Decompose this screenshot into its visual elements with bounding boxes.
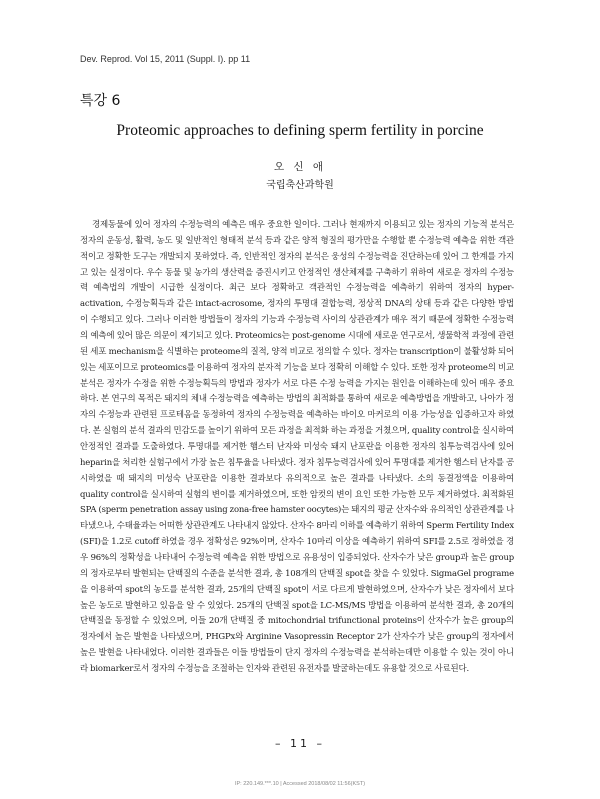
paper-title: Proteomic approaches to defining sperm fertility in porcine: [116, 122, 484, 139]
access-note: IP: 220.149.***.10 | Accessed 2018/08/02 11:56(KST): [234, 781, 366, 787]
journal-citation: Dev. Reprod. Vol 15, 2011 (Suppl. I). pp 11: [80, 54, 251, 64]
author-name: 오 신 애: [273, 161, 327, 173]
author-affiliation: 국립축산과학원: [266, 180, 334, 191]
section-label: 특강 6: [80, 93, 121, 109]
page-number: – 11 –: [275, 737, 325, 750]
abstract-body: 경제동물에 있어 정자의 수정능력의 예측은 매우 중요한 일이다. 그러나 현재까지 이용되고 있는 정자의 기능적 분석은 정자의 운동성, 활력, 농도 및 일반적인 형태적 분석 등과 같은 양적 형질의 평가만을 수행할 뿐 수정능력 예측을 위한 객관적이고 정확한 도구는 개발되지 못하였다. 즉, 인반적인 정자의 분석은 웅성의 수정능력을 진단하는데 있어 그 한계를 가지고 있는 실정이다. 우수 동물 및 농가의 생산력을 증진시키고 안정적인 생산체제를 구축하기 위하여 새로운 정자의 수정능력 예측법의 개발이 시급한 실정이다. 최근 보다 정확하고 객관적인 수정능력을 예측하기 위하여 정자의 hyper-activation, 수정능획득과 같은 intact-acrosome, 정자의 투명대 결합능력, 정상적 DNA의 상태 등과 같은 다양한 방법이 수행되고 있다. 그러나 이러한 방법들이 정자의 기능과 수정능력 사이의 상관관계가 매우 적기 때문에 정확한 수정능력의 예측에 있어 많은 의문이 제기되고 있다. Proteomics는 post-genome 시대에 새로운 연구로서, 생물학적 과정에 관련된 세포 mechanism을 식별하는 proteome의 질적, 양적 비교로 정의할 수 있다. 정자는 transcription이 불활성화 되어 있는 세포이므로 proteomics를 이용하여 정자의 분자적 기능을 보다 정확히 이해할 수 있다. 또한 정자 proteome의 비교 분석은 정자가 수정을 위한 수정능획득의 방법과 정자가 서로 다른 수정 능력을 가지는 원인을 이해하는데 있어 매우 중요하다. 본 연구의 목적은 돼지의 체내 수정능력을 예측하는 방법의 최적화를 통하여 새로운 예측방법을 개발하고, 나아가 정자의 수정능과 관련된 프로테옴을 동정하여 정자의 수정능력을 예측하는 바이오 마커로의 이용 가능성을 입증하고자 하였다. 본 실험의 분석 결과의 민감도를 높이기 위하여 모든 과정을 최적화 하는 과정을 거쳤으며, quality control을 실시하여 안정적인 결과를 도출하였다. 투명대를 제거한 햄스터 난자와 미성숙 돼지 난포란을 이용한 정자의 침투능력검사에 있어 heparin을 처리한 실험구에서 가장 높은 침투율을 나타냈다. 정자 침투능력검사에 있어 투명대를 제거한 햄스터 난자를 공시하였을 때 돼지의 미성숙 난포란을 이용한 결과보다 유의적으로 높은 결과를 나타냈다. 소의 동결정액을 이용하여 quality control을 실시하여 실험의 변이를 제거하였으며, 또한 암컷의 변이 요인 또한 가능한 모두 제거하였다. 최적화된 SPA (sperm penetration assay using zona-free hamster oocytes)는 돼지의 평균 산자수와 유의적인 상관관계를 나타냈으나, 수태율과는 어떠한 상관관계도 나타내지 않았다. 산자수 8마리 이하를 예측하기 위하여 Sperm Fertility Index (SFI)을 1.2로 cutoff 하였을 경우 정확성은 92%이며, 산자수 10마리 이상을 예측하기 위하여 SFI를 2.5로 정하였을 경우 96%의 정확성을 나타내어 수정능력 예측을 위한 방법으로 유용성이 입증되었다. 산자수가 낮은 group과 높은 group의 정자로부터 발현되는 단백질의 수준을 분석한 결과, 총 108개의 단백질 spot을 찾을 수 있었다. SigmaGel programe을 이용하여 spot의 농도를 분석한 결과, 25개의 단백질 spot이 서로 다르게 발현하였으며, 산자수가 낮은 정자에서 보다 높은 농도로 발현하고 있음을 알 수 있었다. 25개의 단백질 spot을 LC-MS/MS 방법을 이용하여 분석한 결과, 총 20개의 단백질을 동정할 수 있었으며, 이들 20개 단백질 중 mitochondrial trifunctional proteins이 산자수가 높은 group의 정자에서 높은 발현을 나타냈으며, PHGPx와 Arginine Vasopressin Receptor 2가 산자수가 낮은 group의 정자에서 높은 발현을 나타내었다. 이러한 결과들은 이들 방법들이 단지 정자의 수정능력을 분석하는데만 이용할 수 있는 것이 아니라 biomarker로서 정자의 수정능을 조절하는 인자와 관련된 유전자를 발굴하는데도 유용할 것으로 사료된다.: [80, 219, 514, 674]
